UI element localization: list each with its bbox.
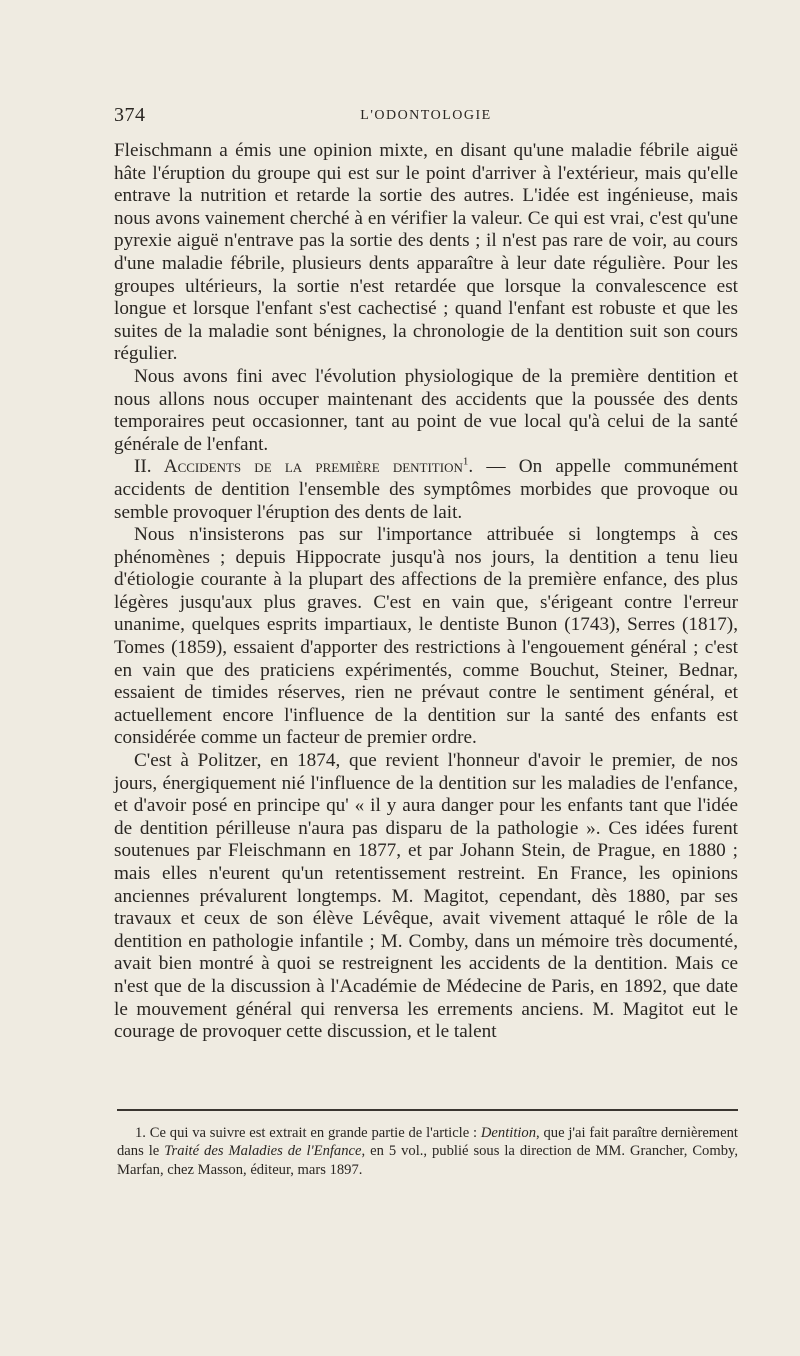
footnote-rule <box>117 1109 738 1111</box>
footnote-work-title: Traité des Maladies de l'Enfance <box>164 1143 362 1160</box>
section-paragraph <box>114 456 738 524</box>
running-title: L'ODONTOLOGIE <box>360 108 492 123</box>
footnote-marker[interactable]: 1 <box>462 455 469 468</box>
section-heading: II. Accidents de la première dentition <box>134 456 463 478</box>
footnote-tail: , en 5 vol., publié sous la direction de MM. Grancher, Comby, Marfan, chez Masson, éditeur, mars 1897. <box>117 1143 738 1178</box>
footnote-article-title: Dentition <box>480 1125 537 1141</box>
running-head <box>114 104 738 130</box>
paragraph: Fleischmann a émis une opinion mixte, en disant qu'une maladie fébrile aiguë hâte l'éruption du groupe qui est sur le point d'arriver à l'extérieur, mais qu'elle entrave la nutrition et retarde la sortie des autres. L'idée est ingénieuse, mais nous avons vainement cherché à en vérifier la valeur. Ce qui est vrai, c'est qu'une pyrexie aiguë n'entrave pas la sortie des dents ; il n'est pas rare de voir, au cours d'une maladie fébrile, plusieurs dents apparaître à leur date régulière. Pour les groupes ultérieurs, la sortie n'est retardée que lorsque la convalescence est longue et lorsque l'enfant s'est cachectisé ; quand l'enfant est robuste et que les suites de la maladie sont bénignes, la chronologie de la dentition suit son cours régulier. <box>114 140 738 365</box>
footnote-lead: 1. Ce qui va suivre est extrait en grande partie de l'article : <box>135 1125 481 1141</box>
body-text <box>114 140 738 1044</box>
footnote <box>117 1124 738 1179</box>
paragraph: Nous n'insisterons pas sur l'importance attribuée si longtemps à ces phénomènes ; depuis Hippocrate jusqu'à nos jours, la dentition a tenu lieu d'étiologie courante à la plupart des affections de la première enfance, des plus légères jusqu'aux plus graves. C'est en vain que, s'érigeant contre l'erreur unanime, quelques esprits impartiaux, le dentiste Bunon (1743), Serres (1817), Tomes (1859), essaient d'apporter des restrictions à l'engouement général ; c'est en vain que des praticiens expérimentés, comme Bouchut, Steiner, Bednar, essaient de timides réserves, rien ne prévaut contre le sentiment général, et actuellement encore l'influence de la dentition sur la santé des enfants est considérée comme un facteur de premier ordre. <box>114 524 738 749</box>
paragraph: Nous avons fini avec l'évolution physiologique de la première dentition et nous allons nous occuper maintenant des accidents que la poussée des dents temporaires peut occasionner, tant au point de vue local qu'à celui de la santé générale de l'enfant. <box>114 365 738 455</box>
footnote-middle: , que j'ai fait paraître dernièrement dans le <box>117 1125 738 1160</box>
section-paragraph-text: . — On appelle communément accidents de dentition l'ensemble des symptômes morbides que provoque ou semble provoquer l'éruption des dents de lait. <box>114 456 738 523</box>
page-number: 374 <box>114 104 146 126</box>
paragraph: C'est à Politzer, en 1874, que revient l'honneur d'avoir le premier, de nos jours, énergiquement nié l'influence de la dentition sur les maladies de l'enfance, et d'avoir posé en principe qu' « il y aura danger pour les enfants tant que l'idée de dentition périlleuse n'aura pas disparu de la pathologie ». Ces idées furent soutenues par Fleischmann en 1877, et par Johann Stein, de Prague, en 1880 ; mais elles n'eurent qu'un retentissement restreint. En France, les opinions anciennes prévalurent longtemps. M. Magitot, cependant, dès 1880, par ses travaux et ceux de son élève Lévêque, avait vivement attaqué le rôle de la dentition en pathologie infantile ; M. Comby, dans un mémoire très documenté, avait bien montré à quoi se restreignent les accidents de la dentition. Mais ce n'est que de la discussion à l'Académie de Médecine de Paris, en 1892, que date le mouvement général qui renversa les errements anciens. M. Magitot eut le courage de provoquer cette discussion, et le talent <box>114 750 738 1043</box>
